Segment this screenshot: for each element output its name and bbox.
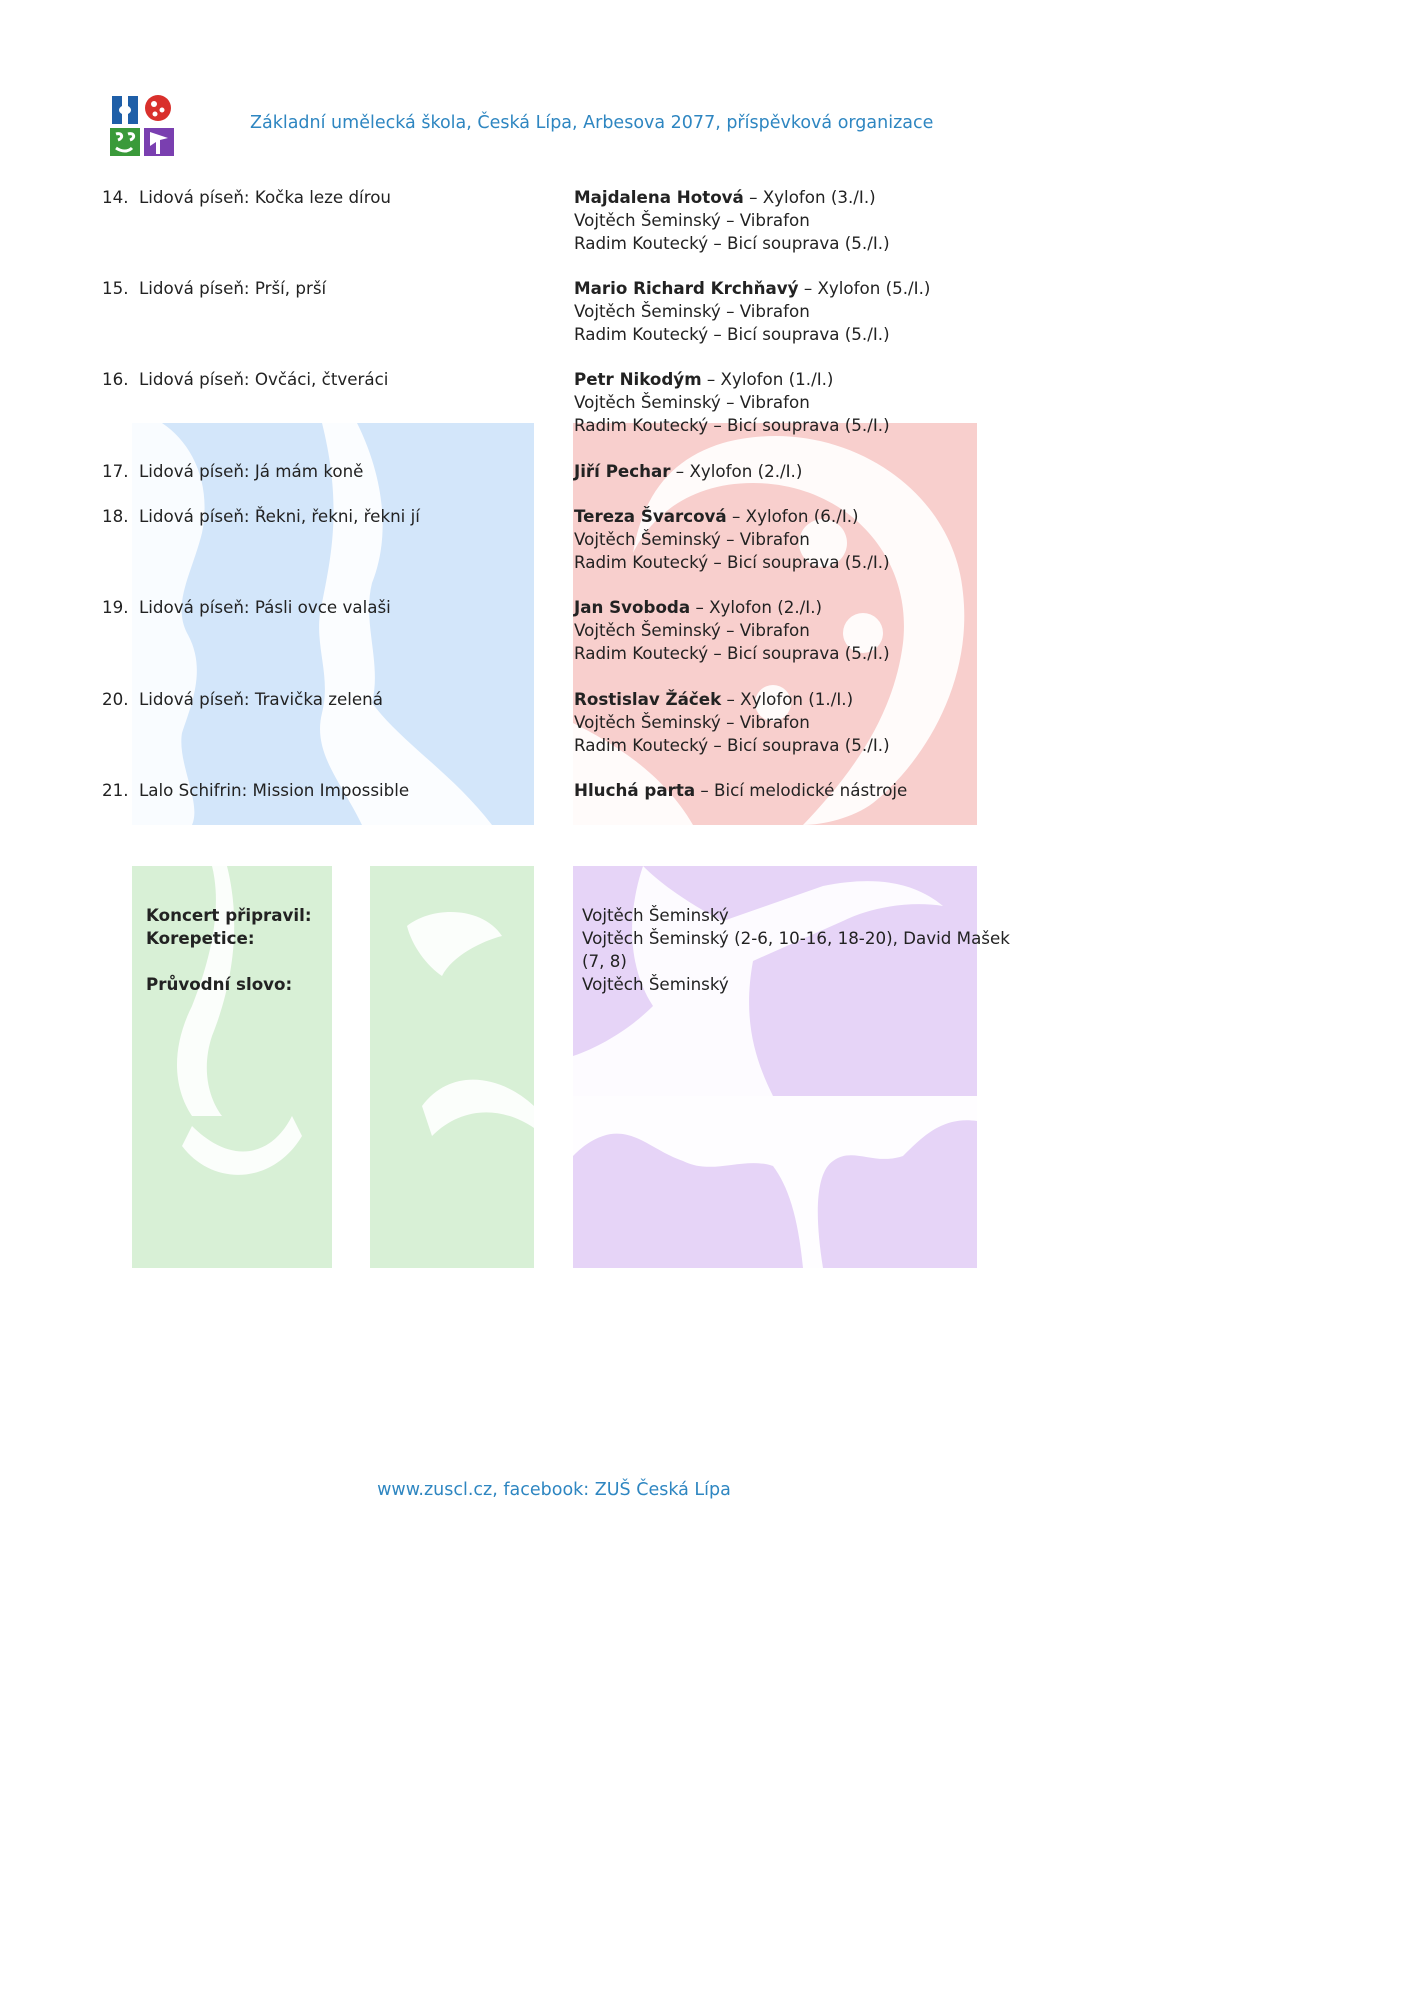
item-number: 18. (102, 506, 129, 526)
performer-line (574, 619, 890, 642)
footer-links[interactable]: www.zuscl.cz, facebook: ZUŠ Česká Lípa (377, 1480, 731, 1500)
credit-value-prepared-by: Vojtěch Šeminský (582, 905, 729, 925)
performer-list (574, 505, 890, 574)
performer-line (574, 277, 930, 300)
performer-detail: – Xylofon (6./I.) (726, 506, 859, 526)
performer-detail: Vojtěch Šeminský – Vibrafon (574, 620, 810, 640)
credits-values (582, 904, 1037, 996)
performer-line (574, 711, 890, 734)
performer-name: Hluchá parta (574, 780, 696, 800)
performer-line (574, 414, 890, 437)
item-number: 15. (102, 278, 129, 298)
performer-line (574, 323, 930, 346)
header-title: Základní umělecká škola, Česká Lípa, Arbesova 2077, příspěvková organizace (250, 113, 934, 133)
item-title: Lidová píseň: Já mám koně (139, 461, 364, 481)
performer-line (574, 551, 890, 574)
credit-label-narration: Průvodní slovo: (146, 974, 293, 994)
performer-detail: Radim Koutecký – Bicí souprava (5./I.) (574, 735, 890, 755)
performer-line (574, 300, 930, 323)
performer-detail: Radim Koutecký – Bicí souprava (5./I.) (574, 415, 890, 435)
performer-detail: – Xylofon (3./I.) (743, 187, 876, 207)
item-number: 16. (102, 369, 129, 389)
performer-name: Petr Nikodým (574, 369, 702, 389)
performer-detail: Radim Koutecký – Bicí souprava (5./I.) (574, 552, 890, 572)
performer-list (574, 368, 890, 437)
performer-detail: – Xylofon (2./I.) (690, 597, 823, 617)
performer-line (574, 734, 890, 757)
performer-list (574, 186, 890, 255)
performer-name: Jan Svoboda (574, 597, 691, 617)
performer-line (574, 209, 890, 232)
performer-detail: Radim Koutecký – Bicí souprava (5./I.) (574, 643, 890, 663)
performer-line (574, 232, 890, 255)
item-title: Lalo Schifrin: Mission Impossible (139, 780, 410, 800)
performer-list (574, 277, 930, 346)
performer-line (574, 642, 890, 665)
item-number: 20. (102, 689, 129, 709)
performer-line (574, 596, 890, 619)
performer-detail: Radim Koutecký – Bicí souprava (5./I.) (574, 324, 890, 344)
performer-list (574, 596, 890, 665)
performer-detail: – Xylofon (2./I.) (670, 461, 803, 481)
performer-line (574, 186, 890, 209)
item-number: 17. (102, 461, 129, 481)
performer-name: Rostislav Žáček (574, 689, 722, 709)
performer-detail: Radim Koutecký – Bicí souprava (5./I.) (574, 233, 890, 253)
performer-detail: – Xylofon (5./I.) (798, 278, 931, 298)
performer-line (574, 460, 802, 483)
school-logo (110, 94, 176, 158)
performer-list (574, 460, 802, 483)
item-title: Lidová píseň: Ovčáci, čtveráci (139, 369, 389, 389)
performer-name: Mario Richard Krchňavý (574, 278, 799, 298)
performer-detail: – Xylofon (1./I.) (721, 689, 854, 709)
item-title: Lidová píseň: Pásli ovce valaši (139, 597, 391, 617)
credit-value-accompaniment: Vojtěch Šeminský (2-6, 10-16, 18-20), David Mašek (582, 928, 1010, 948)
credit-value-narration: Vojtěch Šeminský (582, 974, 729, 994)
performer-detail: Vojtěch Šeminský – Vibrafon (574, 301, 810, 321)
performer-detail: – Xylofon (1./I.) (701, 369, 834, 389)
item-number: 14. (102, 187, 129, 207)
performer-detail: Vojtěch Šeminský – Vibrafon (574, 210, 810, 230)
performer-line (574, 688, 890, 711)
credits-labels (146, 904, 312, 996)
performer-name: Majdalena Hotová (574, 187, 744, 207)
performer-detail: Vojtěch Šeminský – Vibrafon (574, 529, 810, 549)
performer-list (574, 779, 907, 802)
performer-name: Jiří Pechar (574, 461, 671, 481)
item-title: Lidová píseň: Řekni, řekni, řekni jí (139, 506, 420, 526)
credit-value-accompaniment-cont: (7, 8) (582, 951, 627, 971)
performer-line (574, 779, 907, 802)
performer-detail: – Bicí melodické nástroje (695, 780, 908, 800)
performer-line (574, 391, 890, 414)
item-title: Lidová píseň: Kočka leze dírou (139, 187, 391, 207)
credit-label-accompaniment: Korepetice: (146, 928, 255, 948)
performer-list (574, 688, 890, 757)
item-number: 19. (102, 597, 129, 617)
face-silhouette-icon (132, 423, 534, 825)
performer-line (574, 505, 890, 528)
item-title: Lidová píseň: Prší, prší (139, 278, 327, 298)
background-panel-blue (132, 423, 534, 825)
credit-label-prepared-by: Koncert připravil: (146, 905, 312, 925)
performer-detail: Vojtěch Šeminský – Vibrafon (574, 712, 810, 732)
performer-name: Tereza Švarcová (574, 506, 727, 526)
performer-line (574, 368, 890, 391)
performer-detail: Vojtěch Šeminský – Vibrafon (574, 392, 810, 412)
item-title: Lidová píseň: Travička zelená (139, 689, 383, 709)
credit-label-spacer (146, 950, 312, 973)
item-number: 21. (102, 780, 129, 800)
performer-line (574, 528, 890, 551)
